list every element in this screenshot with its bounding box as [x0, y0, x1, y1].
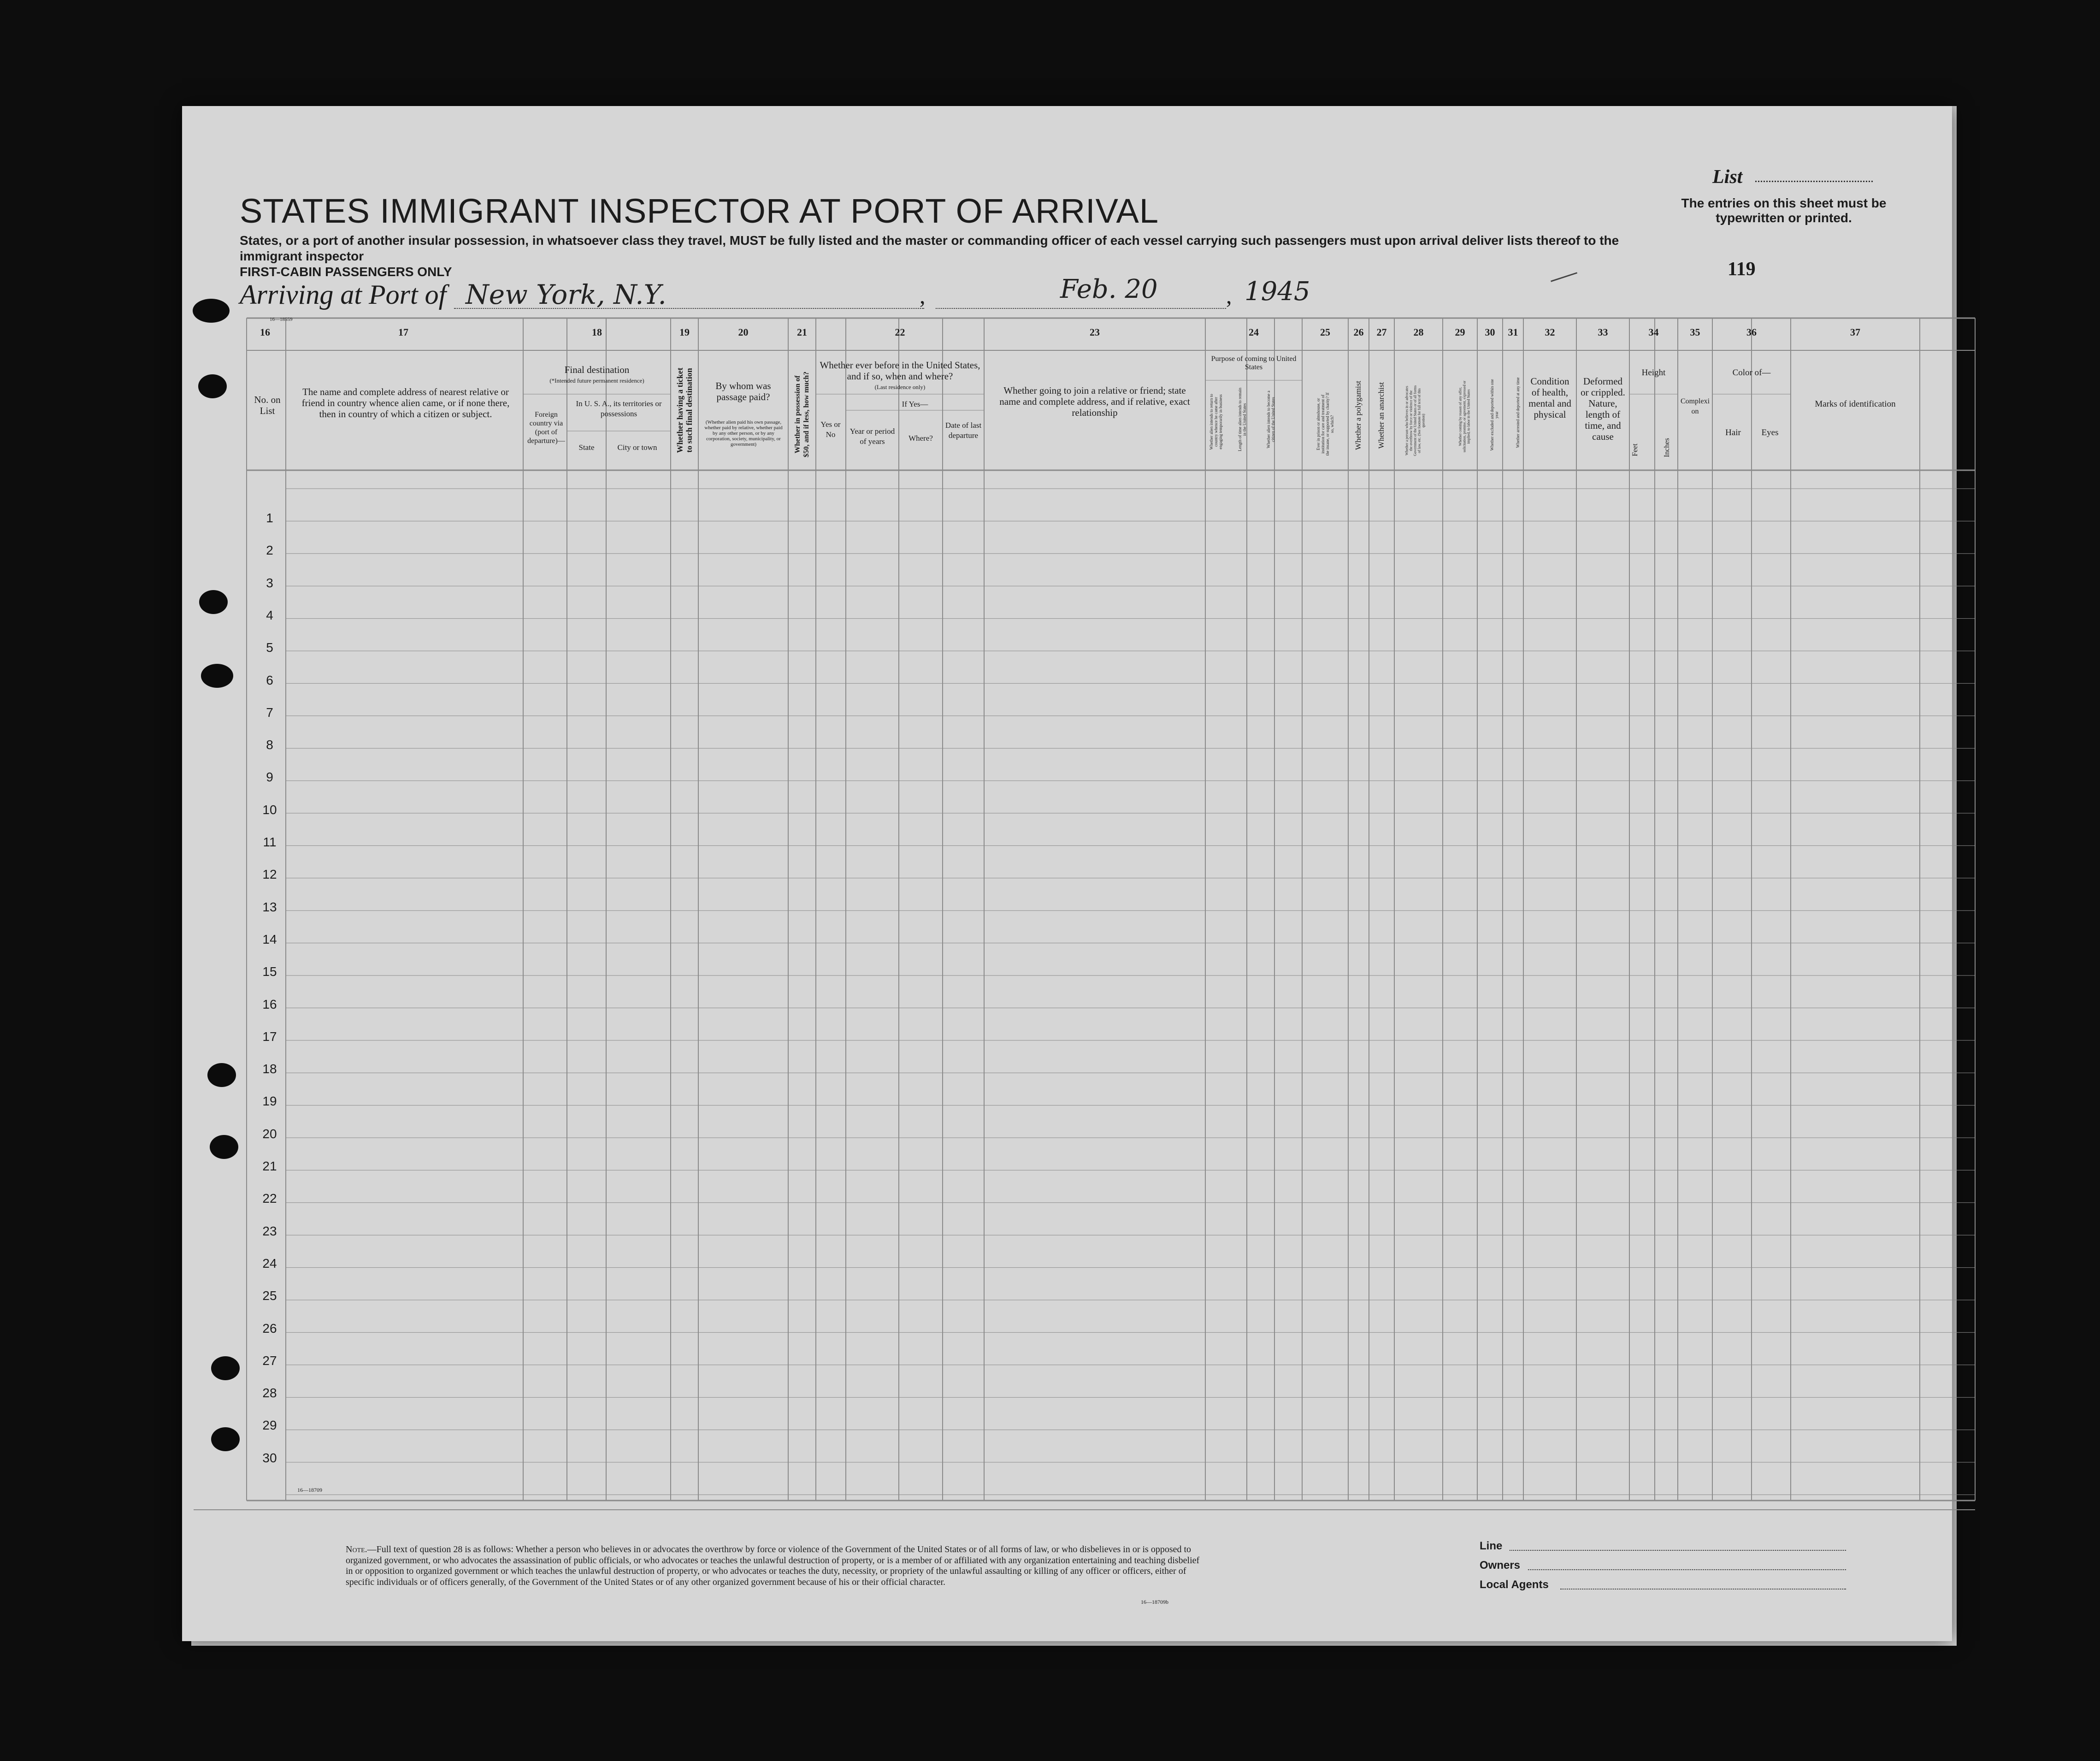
- local-agents-label: Local Agents: [1480, 1578, 1549, 1591]
- row-number: 22: [262, 1191, 277, 1206]
- col-17-label: The name and complete address of nearest relative or friend in country whence alien came, or if none there, then in country of which a citizen or subject.: [301, 386, 510, 420]
- row-number: 23: [262, 1223, 277, 1238]
- col-22-label: Whether ever before in the United States, and if so, when and where?: [820, 360, 980, 382]
- form-code-bottom: 16—18709: [297, 1487, 322, 1493]
- row-number: 17: [262, 1029, 277, 1044]
- question-28-note: [346, 1544, 1203, 1588]
- entries-note: The entries on this sheet must be typewritten or printed.: [1681, 196, 1887, 225]
- row-number: 21: [262, 1159, 277, 1173]
- col-29-label: Whether coming by reason of any offer, solicitation, promise, or agreement, expressed or implied, to labor in the United States: [1458, 380, 1471, 453]
- col-22-sub: (Last residence only): [874, 384, 926, 390]
- col-27-number: 27: [1376, 326, 1387, 338]
- col-37-label: Marks of identification: [1815, 399, 1896, 409]
- col-18-label: Final destination: [564, 364, 630, 375]
- row-number: 3: [266, 575, 273, 590]
- col-31-number: 31: [1508, 326, 1518, 338]
- class-line: FIRST-CABIN PASSENGERS ONLY: [240, 265, 452, 279]
- col-18-city: City or town: [617, 443, 657, 452]
- col-33-number: 33: [1598, 326, 1608, 338]
- date-field[interactable]: Feb. 20: [1060, 274, 1158, 304]
- subtitle-text: States, or a port of another insular possession, in whatsoever class they travel, MUST be fully listed and the master or commanding officer of each vessel carrying such passengers must upon arrival deliver lists thereof to the immigrant inspector: [240, 233, 1619, 263]
- port-field[interactable]: New York, N.Y.: [466, 279, 667, 310]
- row-number: 4: [266, 608, 273, 622]
- col-26-label: Whether a polygamist: [1354, 380, 1363, 450]
- col-16-number: 16: [260, 326, 270, 338]
- row-number: 19: [262, 1094, 277, 1109]
- row-number: 8: [266, 738, 273, 752]
- col-30-label: Whether excluded and deported within one year: [1490, 379, 1499, 451]
- col-28-number: 28: [1413, 326, 1424, 338]
- arriving-label: Arriving at Port of: [240, 279, 447, 310]
- col-34-label: Height: [1641, 368, 1666, 378]
- col-36-hair: Hair: [1725, 428, 1741, 437]
- col-18-foreign: Foreign country via (port of departure)—: [527, 411, 565, 445]
- col-24-b: Length of time alien intends to remain in the United States: [1238, 388, 1247, 451]
- col-20-label: By whom was passage paid?: [715, 380, 771, 402]
- col-18-usa: In U. S. A., its territories or possessions: [576, 399, 662, 418]
- col-22-year: Year or period of years: [849, 427, 895, 446]
- col-24-c: Whether alien intends to become a citizen of the United States: [1266, 390, 1275, 449]
- row-number: 13: [262, 899, 277, 914]
- col-23-number: 23: [1090, 326, 1100, 338]
- col-18-number: 18: [592, 326, 602, 338]
- col-32-label: Condition of health, mental and physical: [1528, 376, 1571, 420]
- col-29-number: 29: [1455, 326, 1465, 338]
- year-field[interactable]: 1945: [1245, 277, 1310, 307]
- col-25-number: 25: [1320, 326, 1330, 338]
- col-21-number: 21: [797, 326, 807, 338]
- col-27-label: Whether an anarchist: [1377, 382, 1386, 449]
- col-28-label: Whether a person who believes in or advocates the overthrow by force or violence of the Government of the United States or of all forms of law, etc. (See footnote for full text of this question): [1404, 385, 1426, 456]
- col-26-number: 26: [1353, 326, 1364, 338]
- col-36-label: Color of—: [1732, 368, 1771, 378]
- col-34-feet: Feet: [1631, 443, 1639, 456]
- col-18-sub: (*Intended future permanent residence): [549, 377, 644, 384]
- row-number: 30: [262, 1450, 277, 1465]
- col-22-yesno: Yes or No: [820, 420, 841, 439]
- row-number: 29: [262, 1418, 277, 1433]
- col-24-number: 24: [1249, 326, 1259, 338]
- col-36-eyes: Eyes: [1761, 428, 1779, 437]
- row-number: 24: [262, 1256, 277, 1271]
- col-34-number: 34: [1648, 326, 1659, 338]
- col-25-label: Ever in prison or almshouse, or institution for care and treatment of the insane, or supported by charity? If so, which?: [1316, 392, 1334, 456]
- row-number: 20: [262, 1126, 277, 1141]
- col-21-label: Whether in possession of $50, and if less, how much?: [794, 371, 810, 458]
- col-20-sub: (Whether alien paid his own passage, whether paid by relative, whether paid by any other person, or by any corporation, society, municipality, or government): [704, 420, 783, 447]
- row-number: 1: [266, 511, 273, 525]
- list-label: List: [1712, 166, 1743, 188]
- sheet-number: 119: [1728, 259, 1756, 280]
- col-20-number: 20: [738, 326, 749, 338]
- col-31-label: Whether arrested and deported at any time: [1516, 377, 1520, 448]
- note-text: —Full text of question 28 is as follows: Whether a person who believes in or advocates the overthrow by force or violence of the Government of the United States or of all forms of law, or who disbelieves in or is opposed to organized government, or who advocates the assassination of public officials, or who advocates or teaches the unlawful destruction of property, or is a member of or affiliated with any organization entertaining and teaching disbelief in or opposition to organized government or which teaches the unlawful destruction of property, or who advocates or teaches the duty, necessity, or propriety of the unlawful assaulting or killing of any officer or officers, either of specific individuals or of officers generally, of the Government of the United States or of any other organized government because of his or their official character.: [346, 1544, 1200, 1587]
- line-label: Line: [1480, 1540, 1503, 1552]
- col-19-label: Whether having a ticket to such final destination: [675, 367, 694, 453]
- row-number: 9: [266, 770, 273, 785]
- col-22-where: Where?: [908, 434, 933, 443]
- col-24-label: Purpose of coming to United States: [1211, 355, 1297, 371]
- comma: ,: [920, 283, 926, 308]
- row-number: 15: [262, 964, 277, 979]
- local-agents-field[interactable]: [1560, 1589, 1846, 1590]
- row-number: 28: [262, 1386, 277, 1401]
- col-34-inches: Inches: [1663, 438, 1671, 457]
- note-lead: Note.: [346, 1544, 367, 1554]
- col-32-number: 32: [1545, 326, 1555, 338]
- row-number: 5: [266, 640, 273, 655]
- col-24-a: Whether alien intends to return to country whence he came after engaging temporarily in business: [1209, 394, 1223, 450]
- col-35-number: 35: [1690, 326, 1700, 338]
- row-number: 16: [262, 997, 277, 1011]
- col-36-number: 36: [1746, 326, 1757, 338]
- row-number: 14: [262, 932, 277, 946]
- owners-field[interactable]: [1528, 1569, 1846, 1570]
- row-number: 2: [266, 543, 273, 558]
- col-37-number: 37: [1850, 326, 1860, 338]
- row-number: 26: [262, 1321, 277, 1336]
- row-number: 27: [262, 1353, 277, 1368]
- col-16-label: No. on List: [254, 394, 281, 416]
- col-22-number: 22: [895, 326, 905, 338]
- col-23-label: Whether going to join a relative or friend; state name and complete address, and if relative, exact relationship: [999, 385, 1190, 418]
- col-17-number: 17: [398, 326, 408, 338]
- row-number: 18: [262, 1062, 277, 1076]
- form-code-footer: 16—18709b: [1141, 1599, 1168, 1605]
- owners-label: Owners: [1480, 1559, 1521, 1572]
- line-field[interactable]: [1510, 1550, 1846, 1551]
- comma: ,: [1226, 283, 1232, 308]
- col-35-label: Complexion: [1680, 397, 1710, 415]
- col-18-state: State: [578, 443, 595, 452]
- col-33-label: Deformed or crippled. Nature, length of time, and cause: [1581, 376, 1625, 442]
- row-number: 7: [266, 705, 273, 720]
- row-number: 6: [266, 673, 273, 687]
- col-19-number: 19: [679, 326, 690, 338]
- row-number: 12: [262, 867, 277, 882]
- col-22-date: Date of last departure: [945, 421, 982, 440]
- col-22-ifyes: If Yes—: [902, 400, 928, 408]
- row-number: 10: [262, 802, 277, 817]
- form-code-top: 16—18559: [270, 317, 293, 322]
- row-number: 25: [262, 1288, 277, 1303]
- form-title: STATES IMMIGRANT INSPECTOR AT PORT OF ARRIVAL: [240, 192, 1159, 230]
- col-30-number: 30: [1485, 326, 1495, 338]
- row-number: 11: [263, 835, 277, 849]
